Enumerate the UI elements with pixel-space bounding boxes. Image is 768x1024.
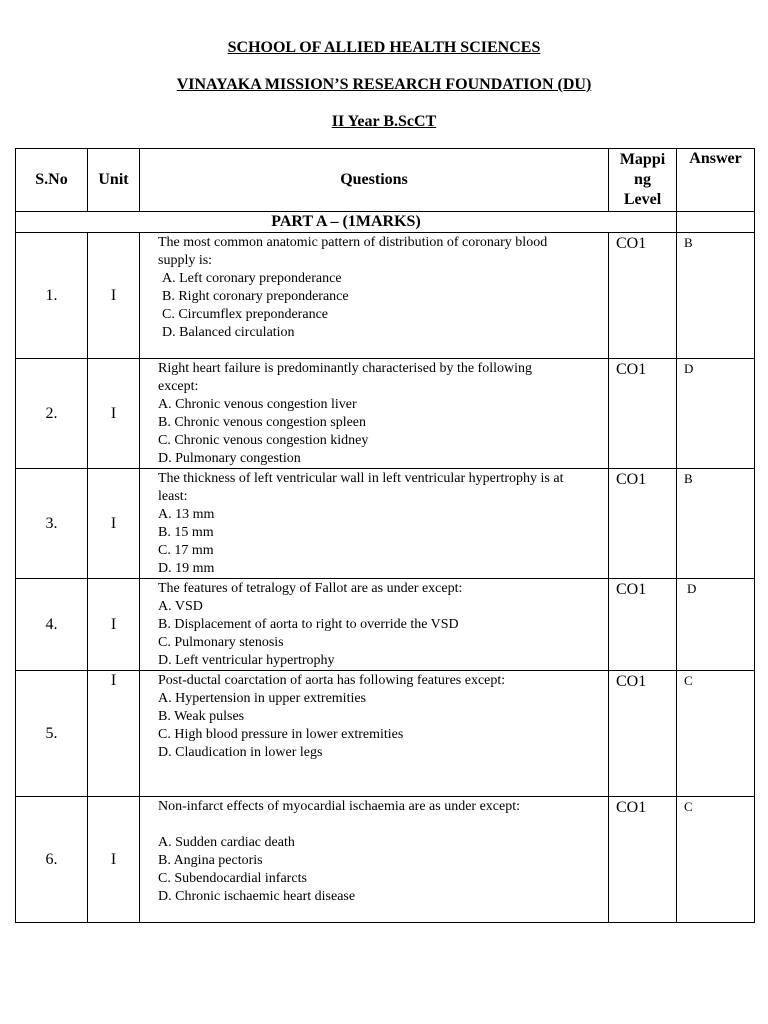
- question-unit: I: [88, 469, 140, 579]
- question-option: A. Hypertension in upper extremities: [158, 691, 367, 706]
- question-number: 3.: [16, 469, 88, 579]
- question-stem: Post-ductal coarctation of aorta has following features except:: [158, 673, 506, 688]
- question-option: C. 17 mm: [158, 543, 214, 558]
- question-option: D. Balanced circulation: [162, 325, 295, 340]
- question-option: B. Weak pulses: [158, 709, 245, 724]
- answer: D: [677, 579, 755, 671]
- question-option: A. Left coronary preponderance: [162, 271, 342, 286]
- school-title: SCHOOL OF ALLIED HEALTH SCIENCES: [227, 39, 541, 56]
- question-text: [140, 359, 609, 469]
- mapping-level-header: [609, 149, 677, 212]
- question-stem: least:: [158, 489, 188, 504]
- question-text: [140, 797, 609, 923]
- question-text: [140, 671, 609, 797]
- mapping-level: CO1: [609, 797, 677, 923]
- question-option: B. 15 mm: [158, 525, 214, 540]
- university-title: VINAYAKA MISSION’S RESEARCH FOUNDATION (DU): [176, 76, 592, 93]
- answer: B: [677, 469, 755, 579]
- question-option: B. Right coronary preponderance: [162, 289, 349, 304]
- question-option: D. Chronic ischaemic heart disease: [158, 889, 356, 904]
- blank-line: [158, 816, 602, 834]
- question-option: C. High blood pressure in lower extremities: [158, 727, 404, 742]
- question-option: A. 13 mm: [158, 507, 215, 522]
- question-unit: I: [88, 233, 140, 359]
- question-text: [140, 469, 609, 579]
- question-stem: Non-infarct effects of myocardial ischaemia are as under except:: [158, 799, 521, 814]
- answer: D: [677, 359, 755, 469]
- question-option: B. Chronic venous congestion spleen: [158, 415, 367, 430]
- part-row: [16, 212, 755, 233]
- question-option: D. Left ventricular hypertrophy: [158, 653, 335, 668]
- question-unit: I: [88, 359, 140, 469]
- question-stem: The features of tetralogy of Fallot are as under except:: [158, 581, 463, 596]
- mapping-level: CO1: [609, 359, 677, 469]
- mapping-level: CO1: [609, 579, 677, 671]
- answer: B: [677, 233, 755, 359]
- answer-header: Answer: [677, 149, 755, 212]
- question-option: A. VSD: [158, 599, 203, 614]
- question-number: 2.: [16, 359, 88, 469]
- question-option: D. Claudication in lower legs: [158, 745, 323, 760]
- table-row: [16, 233, 755, 359]
- question-option: B. Displacement of aorta to right to override the VSD: [158, 617, 459, 632]
- question-unit: I: [88, 797, 140, 923]
- answer: C: [677, 797, 755, 923]
- question-stem: supply is:: [158, 253, 213, 268]
- question-option: C. Chronic venous congestion kidney: [158, 433, 369, 448]
- mapping-header-line: Level: [623, 191, 662, 208]
- table-row: [16, 579, 755, 671]
- question-stem: The most common anatomic pattern of distribution of coronary blood: [158, 235, 548, 250]
- question-option: D. Pulmonary congestion: [158, 451, 301, 466]
- part-answer-cell: [677, 212, 755, 233]
- question-option: D. 19 mm: [158, 561, 215, 576]
- question-option: C. Pulmonary stenosis: [158, 635, 284, 650]
- mapping-level: CO1: [609, 469, 677, 579]
- question-option: A. Sudden cardiac death: [158, 835, 295, 850]
- question-stem: Right heart failure is predominantly characterised by the following: [158, 361, 532, 376]
- mapping-level: CO1: [609, 671, 677, 797]
- table-header-row: [16, 149, 755, 212]
- question-option: B. Angina pectoris: [158, 853, 263, 868]
- question-text: [140, 233, 609, 359]
- question-option: A. Chronic venous congestion liver: [158, 397, 357, 412]
- question-number: 4.: [16, 579, 88, 671]
- question-stem: The thickness of left ventricular wall in left ventricular hypertrophy is at: [158, 471, 564, 486]
- question-option: C. Circumflex preponderance: [162, 307, 328, 322]
- question-stem: except:: [158, 379, 199, 394]
- course-title: II Year B.ScCT: [331, 113, 437, 130]
- question-unit: I: [88, 671, 140, 797]
- question-option: C. Subendocardial infarcts: [158, 871, 307, 886]
- sno-header: S.No: [16, 149, 88, 212]
- table-row: [16, 671, 755, 797]
- question-number: 6.: [16, 797, 88, 923]
- part-heading: PART A – (1MARKS): [16, 212, 677, 233]
- table-row: [16, 359, 755, 469]
- question-number: 1.: [16, 233, 88, 359]
- questions-header: Questions: [140, 149, 609, 212]
- question-table: [15, 148, 755, 923]
- table-row: [16, 469, 755, 579]
- mapping-level: CO1: [609, 233, 677, 359]
- mapping-header-line: Mappi: [619, 151, 666, 168]
- table-row: [16, 797, 755, 923]
- unit-header: Unit: [88, 149, 140, 212]
- answer: C: [677, 671, 755, 797]
- question-unit: I: [88, 579, 140, 671]
- mapping-header-line: ng: [634, 171, 651, 188]
- question-text: [140, 579, 609, 671]
- question-number: 5.: [16, 671, 88, 797]
